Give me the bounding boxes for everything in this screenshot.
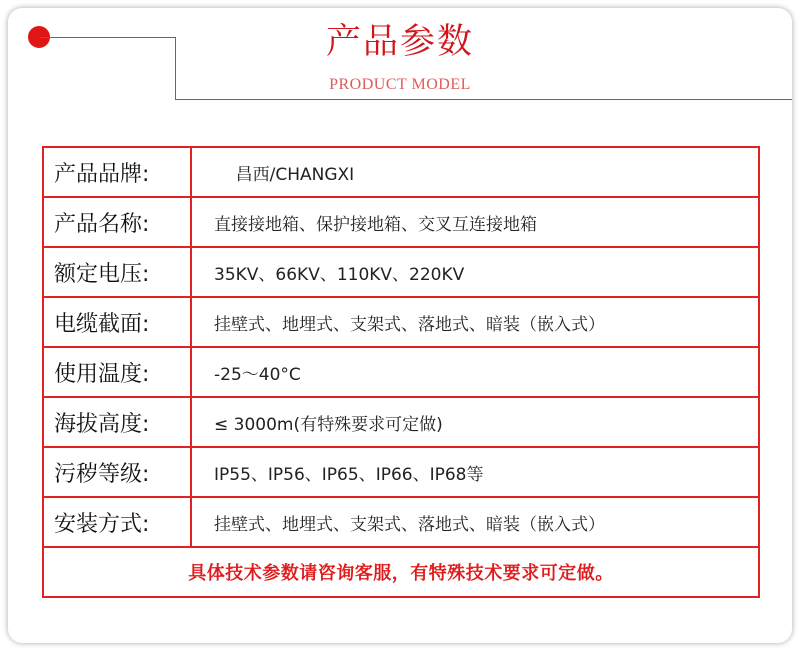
table-row	[43, 397, 759, 447]
spec-table	[42, 146, 760, 598]
row-value: 昌西/CHANGXI	[191, 147, 759, 197]
row-value: ≤ 3000m(有特殊要求可定做)	[191, 397, 759, 447]
note-row	[43, 547, 759, 597]
table-row	[43, 347, 759, 397]
row-value: -25～40°C	[191, 347, 759, 397]
page-subtitle: PRODUCT MODEL	[329, 76, 471, 93]
row-value: IP55、IP56、IP65、IP66、IP68等	[191, 447, 759, 497]
header-rule-bottom	[175, 99, 792, 100]
row-value: 挂壁式、地埋式、支架式、落地式、暗装（嵌入式）	[191, 497, 759, 547]
table-row	[43, 297, 759, 347]
table-row	[43, 147, 759, 197]
row-value: 挂壁式、地埋式、支架式、落地式、暗装（嵌入式）	[191, 297, 759, 347]
row-label: 额定电压:	[43, 247, 191, 297]
row-label: 电缆截面:	[43, 297, 191, 347]
row-label: 产品品牌:	[43, 147, 191, 197]
contact-note: 具体技术参数请咨询客服，有特殊技术要求可定做。	[43, 547, 759, 597]
row-value: 直接接地箱、保护接地箱、交叉互连接地箱	[191, 197, 759, 247]
row-label: 污秽等级:	[43, 447, 191, 497]
row-label: 安装方式:	[43, 497, 191, 547]
table-row	[43, 497, 759, 547]
table-row	[43, 247, 759, 297]
row-label: 产品名称:	[43, 197, 191, 247]
page-title: 产品参数	[325, 22, 474, 62]
row-value: 35KV、66KV、110KV、220KV	[191, 247, 759, 297]
table-row	[43, 447, 759, 497]
table-row	[43, 197, 759, 247]
row-label: 使用温度:	[43, 347, 191, 397]
row-label: 海拔高度:	[43, 397, 191, 447]
